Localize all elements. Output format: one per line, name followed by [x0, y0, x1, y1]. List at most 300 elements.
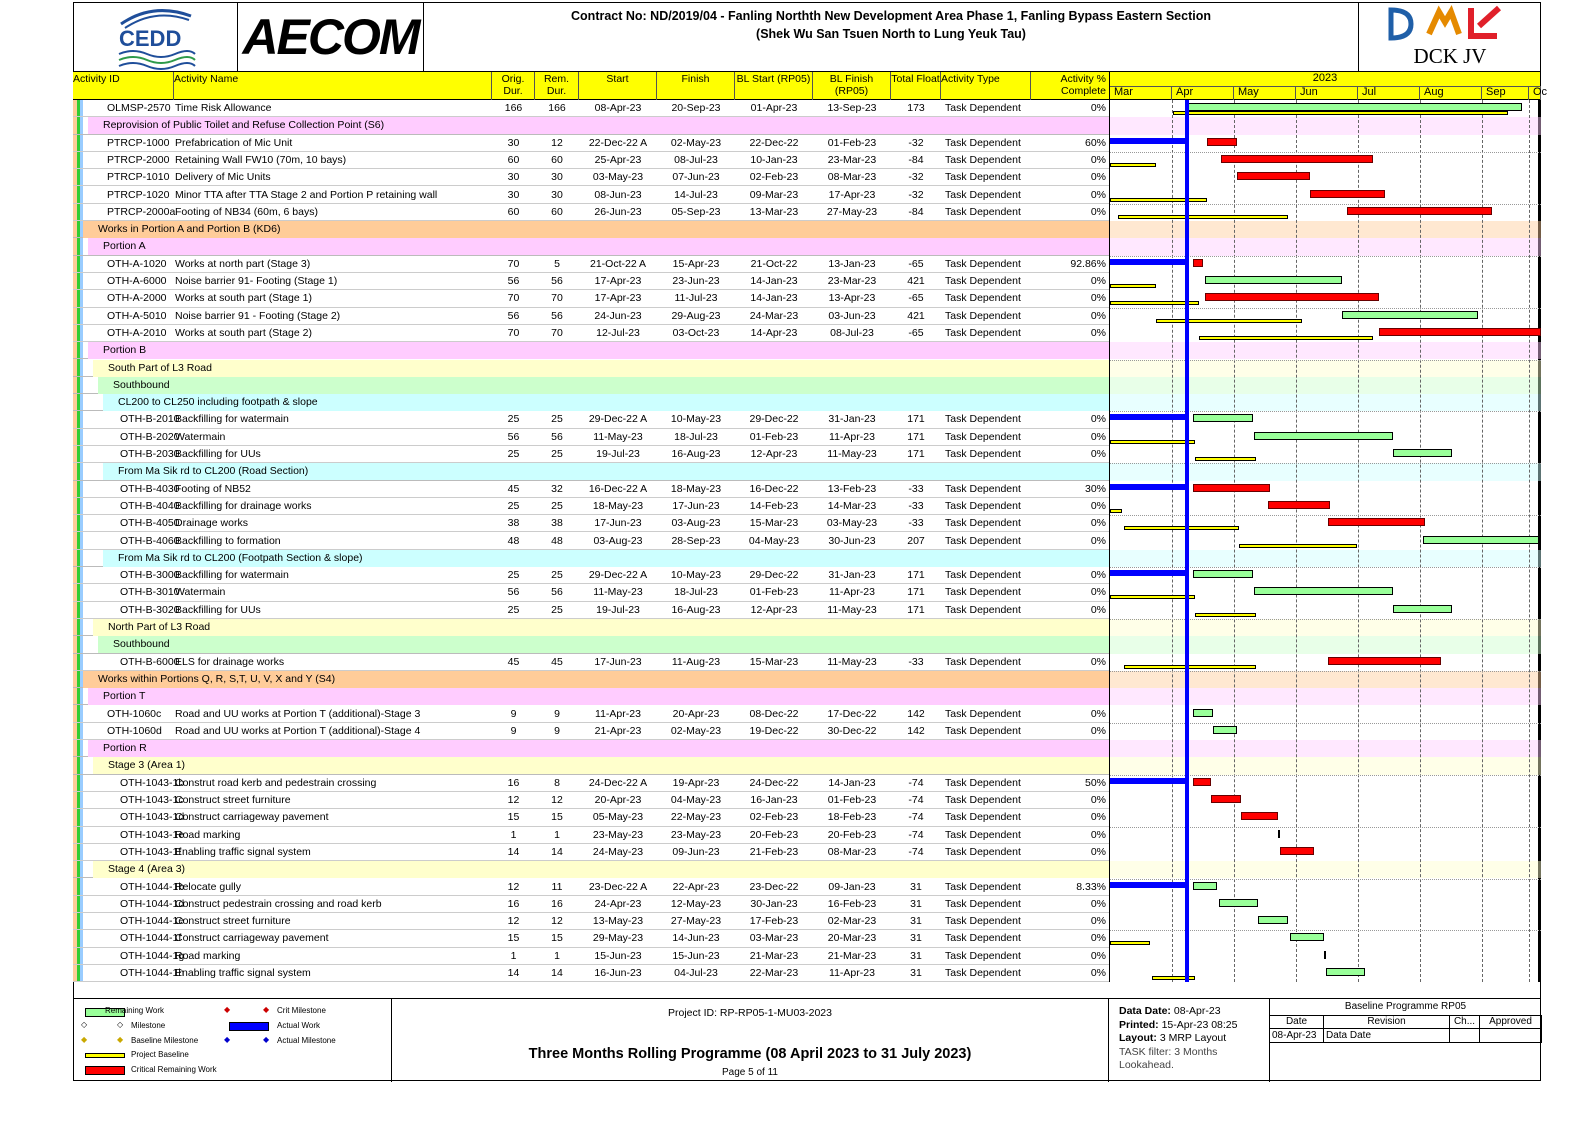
- finish-cell: 20-Sep-23: [671, 102, 721, 114]
- legend-actual-milestone-label: Actual Milestone: [277, 1036, 336, 1045]
- rem-dur-cell: 25: [551, 603, 563, 616]
- activity-row[interactable]: [73, 204, 1109, 221]
- activity-row[interactable]: [73, 930, 1109, 947]
- pct-complete-cell: 0%: [1090, 707, 1106, 720]
- wbs-group-row[interactable]: [73, 360, 1109, 377]
- baseline-bar[interactable]: [1110, 163, 1156, 167]
- critical-remaining-bar[interactable]: [1347, 207, 1493, 215]
- activity-id-cell: OTH-A-1020: [107, 257, 167, 270]
- finish-cell: 10-May-23: [670, 569, 722, 582]
- crit-milestone-icon: ◆: [263, 1005, 270, 1014]
- activity-id-cell: OTH-A-5010: [107, 309, 167, 322]
- actual-work-bar[interactable]: [1110, 414, 1187, 420]
- col-rem-dur[interactable]: Rem. Dur.: [535, 72, 579, 100]
- baseline-bar[interactable]: [1110, 440, 1195, 444]
- wbs-group-label: North Part of L3 Road: [108, 621, 211, 633]
- activity-name-cell: Drainage works: [175, 517, 248, 530]
- baseline-bar[interactable]: [1195, 457, 1256, 461]
- wbs-group-row[interactable]: [73, 550, 1109, 567]
- activity-name-cell: Delivery of Mic Units: [175, 171, 271, 184]
- activity-row[interactable]: [73, 429, 1109, 446]
- finish-cell: 16-Aug-23: [671, 603, 721, 616]
- bl-start-cell: 02-Feb-23: [749, 171, 799, 184]
- activity-type-cell: Task Dependent: [945, 949, 1021, 962]
- activity-name-cell: Backfilling for drainage works: [175, 499, 312, 512]
- actual-work-bar[interactable]: [1110, 259, 1187, 265]
- activity-row[interactable]: [73, 809, 1109, 826]
- pct-complete-cell: 0%: [1090, 430, 1106, 443]
- activity-name-cell: Enabling traffic signal system: [175, 845, 311, 858]
- gantt-row-gridline: [1110, 256, 1541, 257]
- critical-remaining-bar[interactable]: [1268, 501, 1331, 509]
- wbs-group-row[interactable]: [73, 238, 1109, 255]
- pct-complete-cell: 8.33%: [1076, 880, 1106, 893]
- total-float-cell: -84: [908, 205, 924, 218]
- rem-dur-cell: 56: [551, 430, 563, 443]
- activity-row[interactable]: [73, 256, 1109, 273]
- finish-cell: 14-Jun-23: [672, 932, 720, 945]
- critical-remaining-bar[interactable]: [1205, 293, 1379, 301]
- activity-row[interactable]: [73, 827, 1109, 844]
- remaining-work-bar[interactable]: [1393, 449, 1452, 457]
- bl-finish-cell: 08-Jul-23: [830, 326, 874, 339]
- activity-row[interactable]: [73, 584, 1109, 601]
- wbs-group-row[interactable]: [73, 377, 1109, 394]
- col-bl-finish[interactable]: BL Finish (RP05): [813, 72, 891, 100]
- baseline-bar[interactable]: [1110, 509, 1122, 513]
- activity-id-cell: OTH-A-6000: [107, 275, 167, 287]
- activity-row[interactable]: [73, 187, 1109, 204]
- activity-row[interactable]: [73, 948, 1109, 965]
- activity-name-cell: Watermain: [175, 430, 226, 443]
- activity-type-cell: Task Dependent: [945, 897, 1021, 910]
- pct-complete-cell: 0%: [1090, 811, 1106, 824]
- pct-complete-cell: 0%: [1090, 586, 1106, 599]
- activity-row[interactable]: [73, 273, 1109, 290]
- activity-name-cell: Construct carriageway pavement: [175, 932, 329, 945]
- col-activity-id[interactable]: Activity ID: [73, 72, 174, 100]
- gantt-chart: [1109, 100, 1540, 982]
- wbs-group-row[interactable]: [73, 636, 1109, 653]
- pct-complete-cell: 0%: [1090, 845, 1106, 858]
- revision-value-cell: Data Date: [1324, 1029, 1450, 1043]
- start-cell: 19-Jul-23: [596, 448, 640, 460]
- baseline-bar[interactable]: [1195, 613, 1256, 617]
- pct-complete-cell: 0%: [1090, 171, 1106, 184]
- data-date-label: Data Date:: [1119, 1005, 1171, 1017]
- activity-name-cell: Construct street furniture: [175, 915, 291, 928]
- activity-type-cell: Task Dependent: [945, 776, 1021, 789]
- bl-start-cell: 14-Feb-23: [749, 499, 799, 512]
- activity-id-cell: OTH-1044-1h: [120, 967, 185, 979]
- wbs-group-row[interactable]: [73, 757, 1109, 774]
- pct-complete-cell: 0%: [1090, 188, 1106, 201]
- activity-name-cell: Works at south part (Stage 1): [175, 292, 312, 305]
- critical-remaining-bar[interactable]: [1310, 190, 1385, 198]
- wbs-group-label: CL200 to CL250 including footpath & slope: [118, 396, 318, 409]
- activity-row[interactable]: [73, 775, 1109, 792]
- finish-cell: 11-Aug-23: [671, 655, 721, 668]
- activity-id-cell: OTH-1060d: [107, 724, 162, 737]
- orig-dur-cell: 48: [507, 534, 520, 547]
- layout-name: 3 MRP Layout: [1159, 1032, 1227, 1044]
- pct-complete-cell: 0%: [1090, 275, 1106, 287]
- activity-row[interactable]: [73, 411, 1109, 428]
- orig-dur-cell: 30: [507, 171, 520, 184]
- activity-type-cell: Task Dependent: [945, 603, 1021, 616]
- rem-dur-cell: 30: [551, 188, 563, 201]
- activity-id-cell: OTH-1044-1g: [120, 949, 185, 962]
- activity-row[interactable]: [73, 567, 1109, 584]
- orig-dur-cell: 45: [507, 655, 520, 668]
- activity-row[interactable]: [73, 965, 1109, 982]
- baseline-bar[interactable]: [1239, 544, 1356, 548]
- remaining-work-bar[interactable]: [1326, 968, 1364, 976]
- rem-dur-cell: 14: [551, 967, 563, 979]
- wbs-group-row[interactable]: [73, 221, 1109, 238]
- bl-finish-cell: 20-Mar-23: [827, 932, 877, 945]
- finish-cell: 29-Aug-23: [671, 309, 721, 322]
- revision-value-cell: 08-Apr-23: [1270, 1029, 1324, 1043]
- wbs-group-label: Portion A: [103, 240, 146, 253]
- pct-complete-cell: 0%: [1090, 794, 1106, 806]
- activity-row[interactable]: [73, 152, 1109, 169]
- activity-row[interactable]: [73, 602, 1109, 619]
- col-finish[interactable]: Finish: [657, 72, 735, 100]
- bl-start-cell: 08-Dec-22: [749, 707, 799, 720]
- critical-remaining-bar[interactable]: [1280, 847, 1314, 855]
- orig-dur-cell: 25: [507, 569, 520, 582]
- start-cell: 29-Dec-22 A: [588, 569, 648, 582]
- wbs-group-row[interactable]: [73, 688, 1109, 705]
- gantt-row-gridline: [1110, 360, 1541, 361]
- activity-row[interactable]: [73, 723, 1109, 740]
- wbs-group-label: Southbound: [113, 638, 170, 651]
- rem-dur-cell: 70: [551, 326, 563, 339]
- total-float-cell: 31: [910, 915, 922, 928]
- start-cell: 17-Jun-23: [594, 517, 642, 530]
- bl-finish-cell: 23-Mar-23: [827, 153, 877, 166]
- activity-type-cell: Task Dependent: [945, 655, 1021, 668]
- pct-complete-cell: 60%: [1084, 136, 1106, 149]
- activity-row[interactable]: [73, 896, 1109, 913]
- bl-finish-cell: 13-Sep-23: [827, 102, 877, 114]
- critical-remaining-bar[interactable]: [1379, 328, 1541, 336]
- activity-id-cell: OTH-1060c: [107, 707, 162, 720]
- activity-name-cell: Backfilling for UUs: [175, 448, 261, 460]
- baseline-bar[interactable]: [1110, 595, 1195, 599]
- remaining-work-bar[interactable]: [1393, 605, 1452, 613]
- activity-type-cell: Task Dependent: [945, 292, 1021, 305]
- col-start[interactable]: Start: [579, 72, 657, 100]
- orig-dur-cell: 16: [507, 897, 520, 910]
- total-float-cell: -74: [908, 794, 924, 806]
- total-float-cell: -32: [908, 188, 924, 201]
- activity-name-cell: Construt road kerb and pedestrain crossing: [175, 776, 377, 789]
- wbs-group-row[interactable]: [73, 740, 1109, 757]
- finish-cell: 27-May-23: [670, 915, 722, 928]
- rem-dur-cell: 1: [554, 949, 560, 962]
- activity-type-cell: Task Dependent: [945, 413, 1021, 426]
- data-date: 08-Apr-23: [1173, 1005, 1221, 1017]
- finish-cell: 02-May-23: [670, 136, 722, 149]
- orig-dur-cell: 38: [507, 517, 520, 530]
- bl-start-cell: 01-Feb-23: [749, 586, 799, 599]
- rem-dur-cell: 9: [554, 707, 560, 720]
- baseline-bar[interactable]: [1156, 319, 1302, 323]
- remaining-work-bar[interactable]: [1290, 933, 1324, 941]
- col-bl-start[interactable]: BL Start (RP05): [735, 72, 813, 100]
- activity-row[interactable]: [73, 135, 1109, 152]
- activity-id-cell: OTH-B-4050: [120, 517, 180, 530]
- bl-finish-cell: 17-Apr-23: [828, 188, 876, 201]
- activity-id-cell: OTH-1043-1e: [120, 828, 185, 841]
- pct-complete-cell: 0%: [1090, 448, 1106, 460]
- aecom-logo-text: AECOM: [242, 9, 419, 65]
- milestone-bar[interactable]: [1324, 951, 1326, 959]
- contract-title: [424, 2, 1358, 72]
- activity-id-cell: OTH-B-3000: [120, 569, 180, 582]
- bl-finish-cell: 08-Mar-23: [827, 845, 877, 858]
- bl-finish-cell: 11-Apr-23: [829, 586, 875, 599]
- finish-cell: 22-Apr-23: [672, 880, 720, 893]
- legend-crit-milestone-label: Crit Milestone: [277, 1006, 326, 1015]
- activity-row[interactable]: [73, 446, 1109, 463]
- pct-complete-cell: 0%: [1090, 897, 1106, 910]
- wbs-group-row[interactable]: [73, 671, 1109, 688]
- activity-name-cell: Backfilling for UUs: [175, 603, 261, 616]
- actual-work-bar[interactable]: [1110, 138, 1187, 144]
- revision-value-cell: [1450, 1029, 1480, 1043]
- gantt-group-band: [1110, 238, 1541, 255]
- critical-remaining-bar[interactable]: [1241, 812, 1277, 820]
- actual-work-bar[interactable]: [1110, 778, 1187, 784]
- bl-finish-cell: 23-Mar-23: [827, 275, 877, 287]
- activity-id-cell: PTRCP-1000: [107, 136, 170, 149]
- activity-name-cell: Minor TTA after TTA Stage 2 and Portion P retaining wall: [175, 188, 438, 201]
- remaining-work-bar[interactable]: [1187, 103, 1523, 111]
- gantt-group-band: [1110, 463, 1541, 480]
- orig-dur-cell: 56: [507, 309, 520, 322]
- finish-cell: 10-May-23: [670, 413, 722, 426]
- wbs-group-row[interactable]: [73, 394, 1109, 411]
- activity-id-cell: OTH-B-6000: [120, 655, 180, 668]
- wbs-group-label: Portion B: [103, 344, 147, 357]
- wbs-group-row[interactable]: [73, 342, 1109, 359]
- finish-cell: 04-Jul-23: [674, 967, 718, 979]
- activity-row[interactable]: [73, 654, 1109, 671]
- dck-logo-text: DCK JV: [1413, 44, 1487, 68]
- rem-dur-cell: 15: [551, 932, 563, 945]
- printed-date: 15-Apr-23 08:25: [1161, 1018, 1238, 1031]
- baseline-bar[interactable]: [1173, 111, 1509, 115]
- critical-remaining-bar[interactable]: [1207, 138, 1237, 146]
- actual-milestone-icon: ◆: [263, 1035, 270, 1044]
- activity-row[interactable]: [73, 844, 1109, 861]
- rem-dur-cell: 56: [551, 586, 563, 599]
- activity-type-cell: Task Dependent: [945, 136, 1021, 149]
- activity-row[interactable]: [73, 913, 1109, 930]
- critical-remaining-bar[interactable]: [1193, 259, 1203, 267]
- col-orig-dur[interactable]: Orig. Dur.: [492, 72, 535, 100]
- baseline-bar[interactable]: [1124, 665, 1255, 669]
- activity-name-cell: Construct carriageway pavement: [175, 811, 329, 824]
- activity-row[interactable]: [73, 290, 1109, 307]
- activity-type-cell: Task Dependent: [945, 499, 1021, 512]
- activity-row[interactable]: [73, 325, 1109, 342]
- orig-dur-cell: 56: [507, 586, 520, 599]
- critical-remaining-bar[interactable]: [1237, 172, 1310, 180]
- gantt-row-gridline: [1110, 567, 1541, 568]
- remaining-work-bar[interactable]: [1258, 916, 1288, 924]
- activity-row[interactable]: [73, 498, 1109, 515]
- pct-complete-cell: 0%: [1090, 153, 1106, 166]
- activity-row[interactable]: [73, 515, 1109, 532]
- pct-complete-cell: 0%: [1090, 309, 1106, 322]
- gantt-row-gridline: [1110, 308, 1541, 309]
- baseline-bar[interactable]: [1118, 215, 1288, 219]
- timescale-month: Oc: [1529, 86, 1541, 100]
- col-total-float[interactable]: Total Float: [891, 72, 941, 100]
- remaining-work-bar[interactable]: [1193, 414, 1254, 422]
- remaining-work-bar[interactable]: [1193, 882, 1217, 890]
- remaining-work-bar[interactable]: [1423, 536, 1538, 544]
- baseline-bar[interactable]: [1124, 526, 1239, 530]
- activity-row[interactable]: [73, 169, 1109, 186]
- pct-complete-cell: 30%: [1084, 482, 1106, 495]
- actual-work-bar[interactable]: [1110, 882, 1187, 888]
- timescale-month: Jul: [1358, 86, 1420, 100]
- activity-type-cell: Task Dependent: [945, 205, 1021, 218]
- start-cell: 03-Aug-23: [593, 534, 643, 547]
- wbs-group-row[interactable]: [73, 861, 1109, 878]
- col-activity-name[interactable]: Activity Name: [174, 72, 492, 100]
- total-float-cell: -65: [908, 257, 924, 270]
- activity-id-cell: OTH-1043-1d: [120, 811, 185, 824]
- layout-label: Layout:: [1119, 1032, 1157, 1044]
- activity-row[interactable]: [73, 481, 1109, 498]
- orig-dur-cell: 1: [510, 828, 517, 841]
- activity-name-cell: ELS for drainage works: [175, 655, 285, 668]
- activity-name-cell: Footing of NB34 (60m, 6 bays): [175, 205, 318, 218]
- total-float-cell: -33: [908, 655, 924, 668]
- activity-type-cell: Task Dependent: [945, 517, 1021, 530]
- remaining-work-bar[interactable]: [1254, 432, 1393, 440]
- remaining-work-bar[interactable]: [1254, 587, 1393, 595]
- remaining-work-bar[interactable]: [1219, 899, 1257, 907]
- activity-row[interactable]: [73, 879, 1109, 896]
- programme-title: Three Months Rolling Programme (08 April 2023 to 31 July 2023): [528, 1046, 972, 1062]
- remaining-work-bar[interactable]: [1213, 726, 1237, 734]
- wbs-group-row[interactable]: [73, 117, 1109, 134]
- actual-work-bar[interactable]: [1110, 484, 1187, 490]
- activity-row[interactable]: [73, 533, 1109, 550]
- activity-id-cell: OTH-1043-1f: [120, 845, 182, 858]
- milestone-diamond-icon: ◇: [117, 1020, 124, 1029]
- critical-remaining-bar[interactable]: [1193, 484, 1270, 492]
- activity-name-cell: Road marking: [175, 828, 241, 841]
- wbs-group-label: From Ma Sik rd to CL200 (Footpath Section & slope): [118, 551, 363, 564]
- milestone-bar[interactable]: [1278, 830, 1280, 838]
- critical-remaining-bar[interactable]: [1193, 778, 1211, 786]
- gantt-month-gridline: [1420, 100, 1421, 982]
- activity-type-cell: Task Dependent: [945, 275, 1021, 287]
- critical-remaining-bar[interactable]: [1221, 155, 1373, 163]
- gantt-group-band: [1110, 342, 1541, 359]
- orig-dur-cell: 70: [507, 326, 520, 339]
- baseline-milestone-icon: ◆: [81, 1035, 88, 1044]
- bl-finish-cell: 03-Jun-23: [828, 309, 876, 322]
- activity-row[interactable]: [73, 706, 1109, 723]
- activity-row[interactable]: [73, 792, 1109, 809]
- critical-remaining-bar[interactable]: [1328, 657, 1441, 665]
- total-float-cell: 171: [907, 448, 925, 460]
- baseline-bar[interactable]: [1110, 284, 1156, 288]
- remaining-work-bar[interactable]: [1205, 276, 1342, 284]
- wbs-group-row[interactable]: [73, 619, 1109, 636]
- baseline-bar[interactable]: [1110, 198, 1207, 202]
- pct-complete-cell: 0%: [1090, 724, 1106, 737]
- activity-type-cell: Task Dependent: [945, 171, 1021, 184]
- critical-remaining-bar[interactable]: [1211, 795, 1241, 803]
- start-cell: 17-Apr-23: [594, 292, 642, 305]
- gantt-row-gridline: [1110, 671, 1541, 672]
- finish-cell: 02-May-23: [670, 724, 722, 737]
- revision-header-cell: Ch...: [1450, 1015, 1480, 1029]
- baseline-bar[interactable]: [1110, 941, 1150, 945]
- total-float-cell: 171: [907, 586, 925, 599]
- orig-dur-cell: 70: [507, 292, 520, 305]
- activity-name-cell: Backfilling for watermain: [175, 569, 289, 582]
- gantt-group-band: [1110, 550, 1541, 567]
- pct-complete-cell: 0%: [1090, 569, 1106, 582]
- timescale-month: Sep: [1482, 86, 1529, 100]
- bl-finish-cell: 11-May-23: [827, 448, 877, 460]
- bl-finish-cell: 30-Jun-23: [828, 534, 876, 547]
- remaining-work-bar[interactable]: [1193, 709, 1213, 717]
- remaining-work-bar[interactable]: [1193, 570, 1254, 578]
- total-float-cell: 31: [910, 949, 922, 962]
- actual-work-bar[interactable]: [1110, 570, 1187, 576]
- col-pct-complete[interactable]: Activity % Complete: [1060, 73, 1106, 97]
- baseline-bar[interactable]: [1199, 336, 1373, 340]
- rem-dur-cell: 25: [551, 499, 563, 512]
- activity-name-cell: Time Risk Allowance: [175, 102, 272, 114]
- activity-row[interactable]: [73, 308, 1109, 325]
- activity-id-cell: OTH-B-2010: [120, 413, 180, 426]
- rem-dur-cell: 14: [551, 845, 563, 858]
- start-cell: 24-Jun-23: [594, 309, 642, 322]
- orig-dur-cell: 14: [507, 967, 520, 979]
- start-cell: 24-Apr-23: [594, 897, 642, 910]
- activity-row[interactable]: [73, 100, 1109, 117]
- col-activity-type[interactable]: Activity Type: [941, 72, 1031, 100]
- bl-finish-cell: 01-Feb-23: [827, 136, 877, 149]
- legend-baseline-label: Project Baseline: [131, 1050, 189, 1059]
- gantt-row-gridline: [1110, 723, 1541, 724]
- legend-critical-label: Critical Remaining Work: [131, 1065, 217, 1074]
- wbs-group-row[interactable]: [73, 463, 1109, 480]
- bl-start-cell: 12-Apr-23: [750, 448, 798, 460]
- bl-finish-cell: 20-Feb-23: [827, 828, 877, 841]
- rem-dur-cell: 56: [551, 309, 563, 322]
- finish-cell: 18-Jul-23: [674, 586, 718, 599]
- bl-finish-cell: 14-Mar-23: [827, 499, 877, 512]
- activity-name-cell: Road and UU works at Portion T (additional)-Stage 3: [175, 707, 421, 720]
- remaining-work-bar[interactable]: [1342, 311, 1477, 319]
- critical-remaining-bar[interactable]: [1328, 518, 1425, 526]
- total-float-cell: -84: [908, 153, 924, 166]
